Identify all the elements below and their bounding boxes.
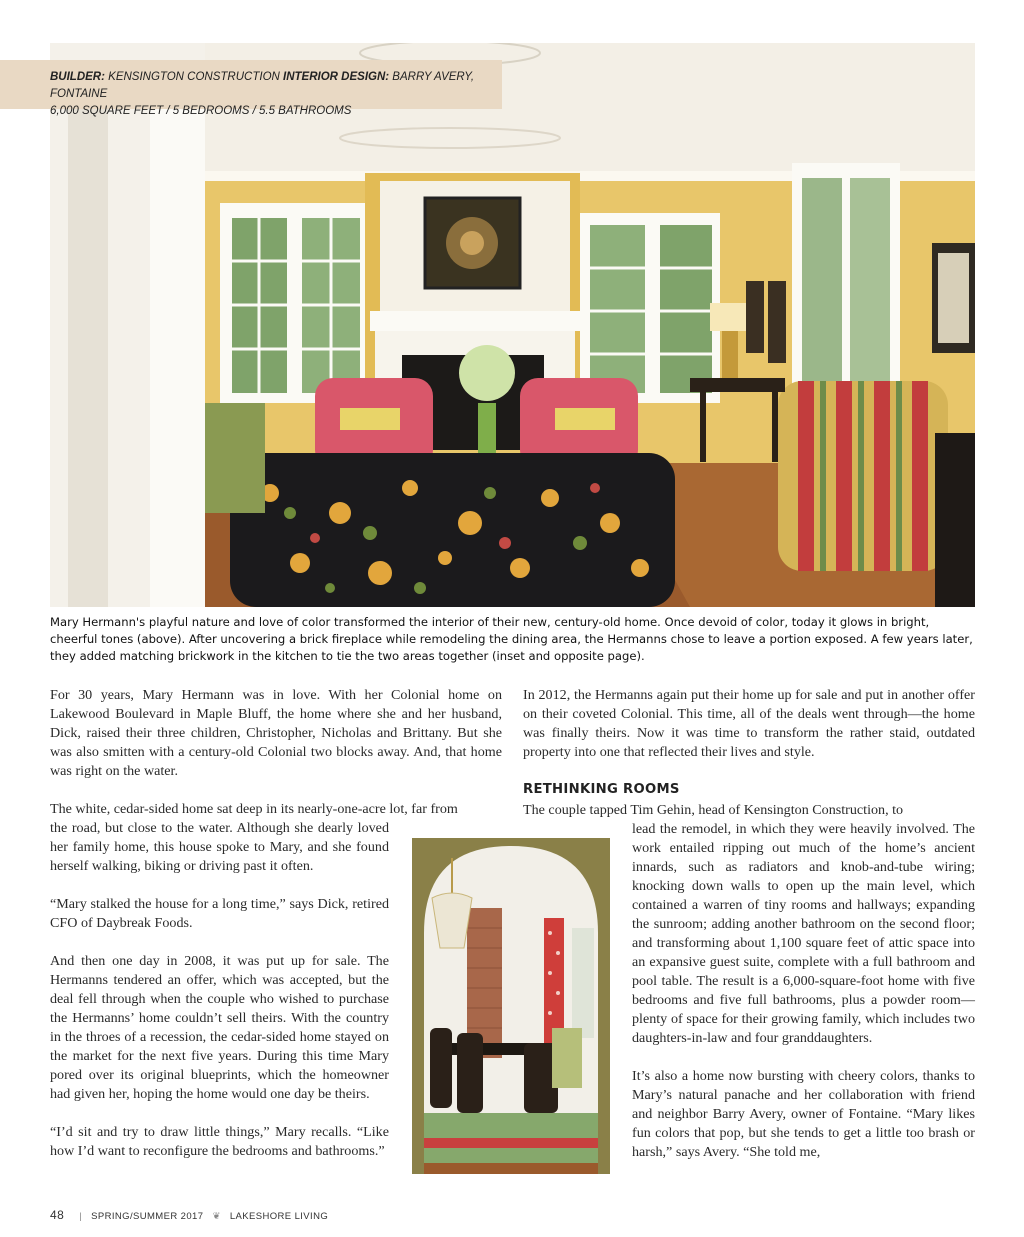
issue-date: SPRING/SUMMER 2017 xyxy=(91,1211,204,1222)
separator: | xyxy=(79,1211,83,1222)
paragraph xyxy=(523,801,975,1048)
paragraph: In 2012, the Hermanns again put their home up for sale and put in another offer on their coveted Colonial. This time, all of the deals went through—the home was finally theirs. Now it was time to transform the rather staid, outdated property into one that reflected their lives and style. xyxy=(523,687,975,760)
paragraph-wrap: lead the remodel, in which they were heavily involved. The work entailed ripping out much of the home’s ancient innards, such as radiators and knob-and-tube wiring; knocking down walls to open up the main level, which contained a warren of tiny rooms and hallways; expanding the sunroom; adding another bathroom on the second floor; and transforming about 1,100 square feet of attic space into an expansive guest suite, complete with a full bathroom and pool table. The result is a 6,000-square-foot home with five bedrooms and five full bathrooms, plus a powder room—plenty of space for their growing family, which includes two daughters-in-law and four granddaughters. xyxy=(632,821,975,1046)
paragraph-wrap: the road, but close to the water. Although she dearly loved her family home, this house spoke to Mary, and she found herself walking, biking or driving past it often. xyxy=(50,820,389,874)
hero-photo xyxy=(50,43,975,607)
interior-design-label: INTERIOR DESIGN: xyxy=(283,71,390,83)
publication-name: LAKESHORE LIVING xyxy=(229,1211,329,1222)
paragraph: “I’d sit and try to draw little things,” Mary recalls. “Like how I’d want to reconfigure the bedrooms and bathrooms.” xyxy=(50,1124,389,1159)
paragraph: And then one day in 2008, it was put up for sale. The Hermanns tendered an offer, which was accepted, but the deal fell through when the couple who wished to purchase the Hermanns’ home couldn’t sell theirs. With the country in the throes of a recession, the cedar-sided home stayed on the market for the next five years. During this time Mary pored over its original blueprints, which the homeowner had given her, hoping the home would one day be theirs. xyxy=(50,953,389,1102)
builder-label: BUILDER: xyxy=(50,71,105,83)
paragraph: It’s also a home now bursting with cheery colors, thanks to Mary’s natural panache and her collaboration with friend and neighbor Barry Avery, owner of Fontaine. “Mary likes fun colors that pop, but she tends to get a little too brash or harsh,” says Avery. “She told me, xyxy=(632,1068,975,1160)
builder-value: KENSINGTON CONSTRUCTION xyxy=(108,71,280,83)
credits-line-1 xyxy=(50,69,502,103)
photo-caption: Mary Hermann's playful nature and love of color transformed the interior of their new, century-old home. Once devoid of color, today it glows in bright, cheerful tones (above). After uncovering a brick fireplace while remodeling the dining area, the Hermanns chose to leave a portion exposed. A few years later, they added matching brickwork in the kitchen to tie the two areas together (inset and opposite page). xyxy=(50,615,973,663)
interior-design-value: BARRY AVERY, FONTAINE xyxy=(50,71,475,100)
page-footer xyxy=(50,1208,328,1222)
credits-band xyxy=(0,60,502,117)
paragraph-line: The white, cedar-sided home sat deep in its nearly-one-acre lot, far from xyxy=(50,801,458,817)
section-heading: RETHINKING ROOMS xyxy=(523,782,680,797)
paragraph: “Mary stalked the house for a long time,” says Dick, retired CFO of Daybreak Foods. xyxy=(50,896,389,931)
paragraph-line: The couple tapped Tim Gehin, head of Kensington Construction, to xyxy=(523,802,904,818)
page-number: 48 xyxy=(50,1208,65,1222)
paragraph: For 30 years, Mary Hermann was in love. With her Colonial home on Lakewood Boulevard in Maple Bluff, the home where she and her husband, Dick, raised their three children, Christopher, Nicholas and Brittany. But she was also smitten with a century-old Colonial two blocks away. And, that home was right on the water. xyxy=(50,687,502,779)
home-specs: 6,000 SQUARE FEET / 5 BEDROOMS / 5.5 BATHROOMS xyxy=(50,105,352,117)
leaf-icon: ❦ xyxy=(212,1211,221,1222)
article-column-right xyxy=(523,686,975,1181)
